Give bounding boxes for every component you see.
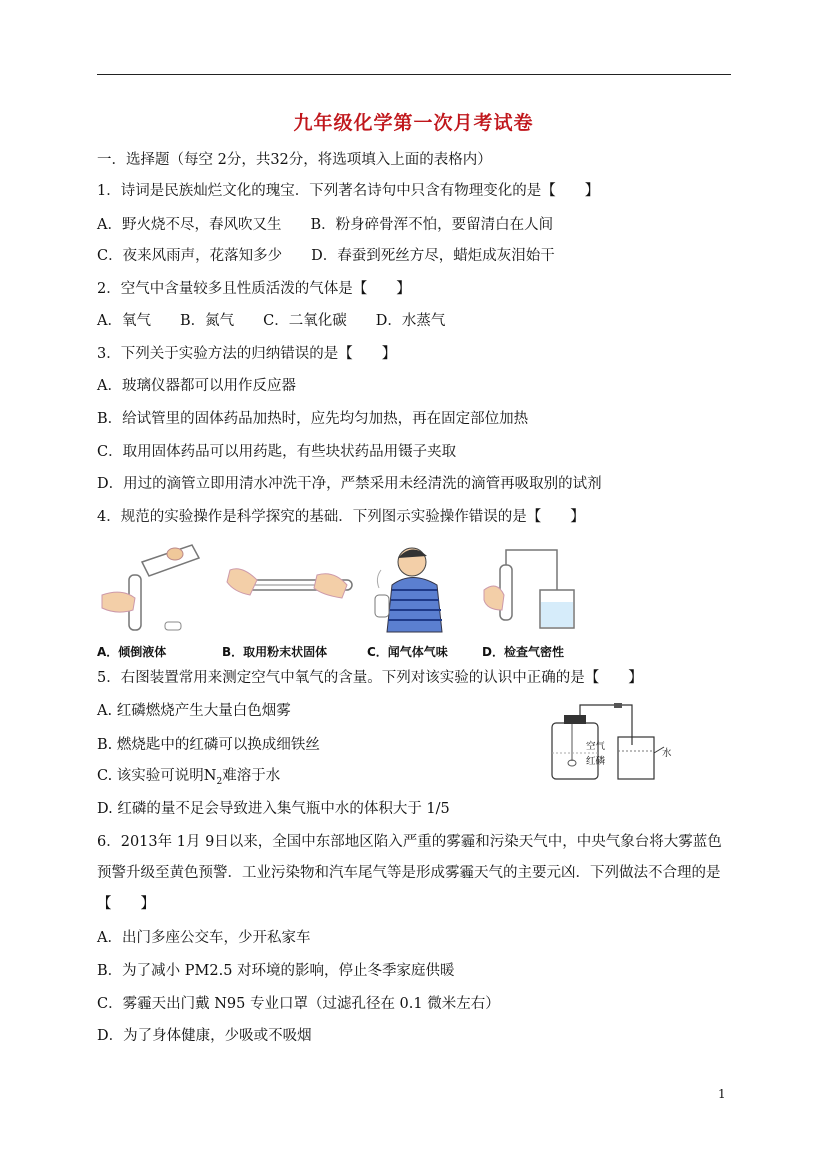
q5-apparatus-figure (546, 695, 676, 785)
q3-option-b: B．给试管里的固体药品加热时，应先均匀加热，再在固定部位加热 (97, 411, 529, 427)
page-number: 1 (718, 1087, 726, 1101)
q5-option-a: A. 红磷燃烧产生大量白色烟雾 (97, 703, 291, 719)
apparatus-label-air: 空气 (586, 741, 606, 752)
apparatus-label-water: 水 (662, 748, 672, 759)
q6-stem-line1: 6．2013年 1月 9日以来，全国中东部地区陷入严重的雾霾和污染天气中，中央气象台将大雾蓝色 (97, 834, 722, 850)
q5-stem: 5．右图装置常用来测定空气中氧气的含量。下列对该实验的认识中正确的是【 】 (97, 670, 643, 686)
figure-powder-solid (222, 540, 357, 660)
q2-options: A．氧气 B．氮气 C．二氧化碳 D．水蒸气 (97, 313, 446, 329)
q5-option-c-sub: 2 (216, 776, 223, 787)
airtightness-illustration (482, 540, 602, 640)
q5-option-c-pre: C. 该实验可说明N (97, 768, 217, 784)
q6-stem-line2: 预警升级至黄色预警．工业污染物和汽车尾气等是形成雾霾天气的主要元凶．下列做法不合理的是 (97, 865, 721, 881)
q6-bracket: 【 】 (97, 896, 155, 912)
figure-label-d: D．检查气密性 (482, 645, 564, 659)
q1-stem: 1．诗词是民族灿烂文化的瑰宝．下列著名诗句中只含有物理变化的是【 】 (97, 183, 600, 199)
figure-smell-gas (367, 540, 487, 660)
figure-label-b: B．取用粉末状固体 (222, 645, 328, 659)
q6-option-c: C．雾霾天出门戴 N95 专业口罩（过滤孔径在 0.1 微米左右） (97, 996, 500, 1012)
q6-option-b: B．为了减小 PM2.5 对环境的影响，停止冬季家庭供暖 (97, 963, 455, 979)
apparatus-drawing (546, 695, 676, 785)
smell-gas-illustration (367, 540, 487, 640)
q1-options-cd: C．夜来风雨声，花落知多少 D．春蚕到死丝方尽，蜡炬成灰泪始干 (97, 248, 555, 264)
q5-option-c-post: 难溶于水 (222, 768, 281, 784)
figure-label-c: C．闻气体气味 (367, 645, 448, 659)
q4-stem: 4．规范的实验操作是科学探究的基础．下列图示实验操作错误的是【 】 (97, 509, 585, 525)
apparatus-label-phosphorus: 红磷 (586, 756, 606, 767)
page-title: 九年级化学第一次月考试卷 (293, 112, 534, 134)
q2-stem: 2．空气中含量较多且性质活泼的气体是【 】 (97, 281, 411, 297)
q6-option-a: A．出门多座公交车，少开私家车 (97, 930, 311, 946)
pour-liquid-illustration (97, 540, 217, 640)
figure-airtightness (482, 540, 602, 660)
header-rule (97, 74, 731, 75)
q5-option-d: D. 红磷的量不足会导致进入集气瓶中水的体积大于 1/5 (97, 801, 450, 817)
q5-option-c (97, 766, 280, 792)
q4-figures (97, 540, 597, 660)
q6-option-d: D．为了身体健康，少吸或不吸烟 (97, 1028, 312, 1044)
q3-option-c: C．取用固体药品可以用药匙，有些块状药品用镊子夹取 (97, 444, 457, 460)
q5-option-b: B. 燃烧匙中的红磷可以换成细铁丝 (97, 737, 320, 753)
figure-pour-liquid (97, 540, 217, 660)
q3-option-a: A．玻璃仪器都可以用作反应器 (97, 378, 296, 394)
section-heading: 一．选择题（每空 2分，共32分，将选项填入上面的表格内） (97, 152, 492, 168)
q3-option-d: D．用过的滴管立即用清水冲洗干净，严禁采用未经清洗的滴管再吸取别的试剂 (97, 476, 602, 492)
figure-label-a: A．倾倒液体 (97, 645, 167, 659)
powder-solid-illustration (222, 540, 357, 640)
q3-stem: 3．下列关于实验方法的归纳错误的是【 】 (97, 346, 397, 362)
q1-options-ab: A．野火烧不尽，春风吹又生 B．粉身碎骨浑不怕，要留清白在人间 (97, 217, 554, 233)
